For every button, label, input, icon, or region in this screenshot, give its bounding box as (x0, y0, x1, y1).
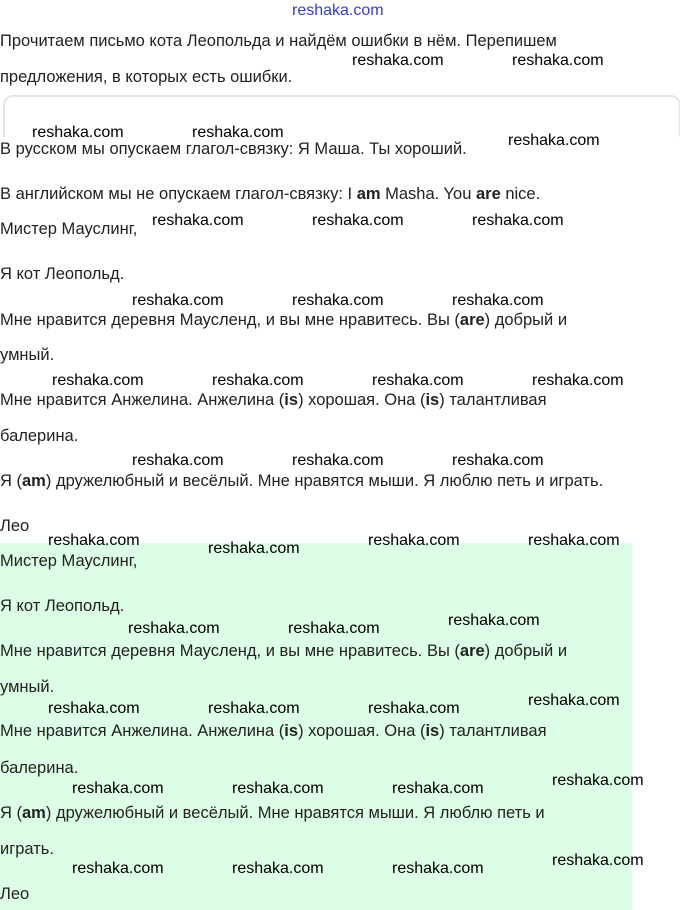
letter1-p2-is1: is (284, 391, 299, 409)
rule-en-mid: Masha. You (380, 185, 476, 203)
letter2-p1 (0, 641, 567, 661)
rule-en-prefix: В английском мы не опускаем глагол-связку: I (0, 185, 357, 203)
watermark: reshaka.com (528, 692, 620, 709)
watermark: reshaka.com (372, 372, 464, 389)
letter1-p1-b: ) добрый и (484, 311, 568, 329)
watermark: reshaka.com (48, 700, 140, 717)
watermark: reshaka.com (512, 52, 604, 69)
letter1-greeting: Мистер Мауслинг, (0, 220, 138, 238)
letter1-p3 (0, 471, 603, 491)
letter2-p3-a: Я ( (0, 804, 22, 822)
letter2-p3-cont: играть. (0, 840, 54, 858)
watermark: reshaka.com (452, 292, 544, 309)
watermark: reshaka.com (192, 124, 284, 141)
watermark: reshaka.com (72, 780, 164, 797)
letter1-p3-am: am (22, 472, 46, 490)
letter2-p3 (0, 803, 545, 823)
watermark: reshaka.com (212, 372, 304, 389)
watermark: reshaka.com (132, 452, 224, 469)
letter1-p1 (0, 310, 567, 330)
letter1-sign: Лео (0, 517, 30, 535)
letter2-p2-b: ) хорошая. Она ( (298, 722, 426, 740)
rule-russian: В русском мы опускаем глагол-связку: Я Маша. Ты хороший. (0, 140, 467, 158)
watermark: reshaka.com (392, 860, 484, 877)
letter1-p2-a: Мне нравится Анжелина. Анжелина ( (0, 391, 285, 409)
site-header-link[interactable]: reshaka.com (292, 2, 384, 19)
watermark: reshaka.com (392, 780, 484, 797)
watermark: reshaka.com (52, 372, 144, 389)
letter2-sign: Лео (0, 885, 30, 903)
watermark: reshaka.com (152, 212, 244, 229)
watermark: reshaka.com (448, 612, 540, 629)
watermark: reshaka.com (48, 532, 140, 549)
letter1-p1-cont: умный. (0, 346, 55, 364)
letter2-p2-a: Мне нравится Анжелина. Анжелина ( (0, 722, 285, 740)
letter2-p1-b: ) добрый и (484, 642, 568, 660)
letter1-p2-cont: балерина. (0, 427, 79, 445)
letter1-p2 (0, 390, 547, 410)
watermark: reshaka.com (72, 860, 164, 877)
watermark: reshaka.com (32, 124, 124, 141)
letter2-p3-am: am (22, 804, 46, 822)
letter2-p1-are: are (459, 642, 485, 660)
rule-en-suffix: nice. (500, 185, 541, 203)
watermark: reshaka.com (532, 372, 624, 389)
task-line-2: предложения, в которых есть ошибки. (0, 68, 293, 86)
watermark: reshaka.com (472, 212, 564, 229)
watermark: reshaka.com (352, 52, 444, 69)
letter2-p2-is1: is (284, 722, 299, 740)
letter1-intro: Я кот Леопольд. (0, 265, 125, 283)
letter2-p3-b: ) дружелюбный и весёлый. Мне нравятся мыши. Я люблю петь и (45, 804, 545, 822)
letter2-p2-c: ) талантливая (439, 722, 547, 740)
letter2-p1-a: Мне нравится деревня Маусленд, и вы мне нравитесь. Вы ( (0, 642, 460, 660)
rule-english (0, 184, 540, 204)
letter2-p2-cont: балерина. (0, 759, 79, 777)
letter1-p2-b: ) хорошая. Она ( (298, 391, 426, 409)
letter2-p2-is2: is (425, 722, 440, 740)
watermark: reshaka.com (128, 620, 220, 637)
watermark: reshaka.com (368, 700, 460, 717)
letter1-p1-a: Мне нравится деревня Маусленд, и вы мне нравитесь. Вы ( (0, 311, 460, 329)
watermark: reshaka.com (208, 700, 300, 717)
watermark: reshaka.com (312, 212, 404, 229)
rule-en-are: are (475, 185, 501, 203)
letter1-p2-is2: is (425, 391, 440, 409)
watermark: reshaka.com (232, 780, 324, 797)
watermark: reshaka.com (508, 132, 600, 149)
watermark: reshaka.com (292, 452, 384, 469)
watermark: reshaka.com (288, 620, 380, 637)
watermark: reshaka.com (552, 772, 644, 789)
rule-en-am: am (356, 185, 381, 203)
letter1-p3-b: ) дружелюбный и весёлый. Мне нравятся мыши. Я люблю петь и играть. (45, 472, 604, 490)
letter1-p3-a: Я ( (0, 472, 22, 490)
letter2-intro: Я кот Леопольд. (0, 597, 125, 615)
watermark: reshaka.com (208, 540, 300, 557)
letter1-p1-are: are (459, 311, 485, 329)
watermark: reshaka.com (552, 852, 644, 869)
watermark: reshaka.com (292, 292, 384, 309)
watermark: reshaka.com (452, 452, 544, 469)
watermark: reshaka.com (132, 292, 224, 309)
letter2-p1-cont: умный. (0, 678, 55, 696)
task-line-1: Прочитаем письмо кота Леопольда и найдём ошибки в нём. Перепишем (0, 32, 557, 50)
watermark: reshaka.com (528, 532, 620, 549)
letter2-greeting: Мистер Мауслинг, (0, 552, 138, 570)
watermark: reshaka.com (232, 860, 324, 877)
watermark: reshaka.com (368, 532, 460, 549)
letter2-p2 (0, 721, 547, 741)
letter1-p2-c: ) талантливая (439, 391, 547, 409)
